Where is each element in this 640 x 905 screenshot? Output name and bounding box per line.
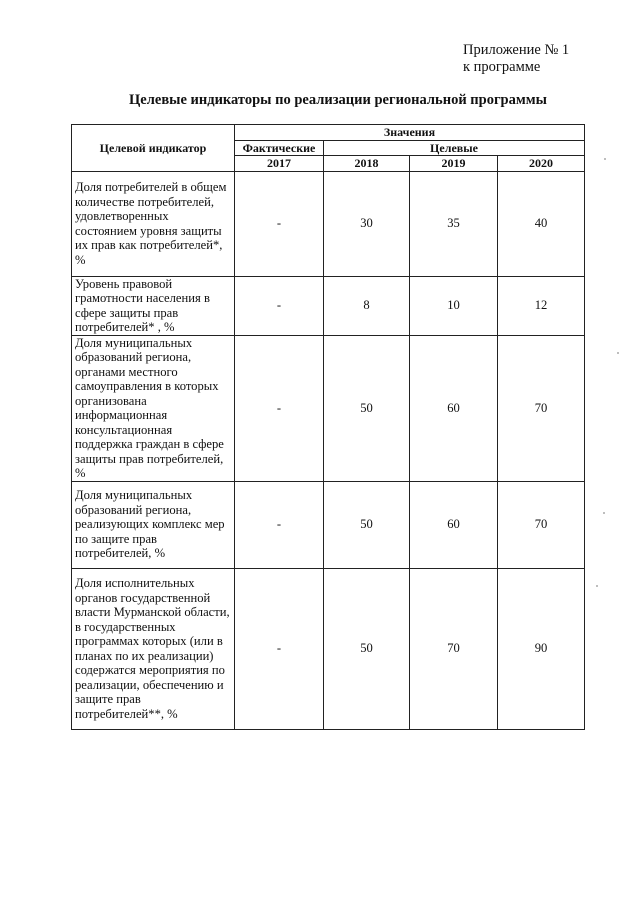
indicators-table xyxy=(71,124,585,730)
appendix-line-1: Приложение № 1 xyxy=(463,42,570,58)
indicator-name: Доля муниципальных образований региона, реализующих комплекс мер по защите прав потребителей, % xyxy=(72,481,235,568)
appendix-line-2: к программе xyxy=(463,59,541,75)
value-2020: 70 xyxy=(498,335,585,481)
indicator-column-header: Целевой индикатор xyxy=(72,125,235,172)
value-2019: 70 xyxy=(410,568,498,729)
value-2020: 90 xyxy=(498,568,585,729)
header-row-1 xyxy=(72,125,585,141)
table-row xyxy=(72,276,585,335)
value-2017: - xyxy=(235,481,324,568)
value-2017: - xyxy=(235,335,324,481)
values-header: Значения xyxy=(235,125,585,141)
indicator-name: Доля исполнительных органов государственной власти Мурманской области, в государственных программах которых (или в планах по их реализации) содержатся мероприятия по реализации, обеспечению и защите прав потребителей**, % xyxy=(72,568,235,729)
table-row xyxy=(72,171,585,276)
value-2019: 60 xyxy=(410,481,498,568)
indicator-name: Доля муниципальных образований региона, органами местного самоуправления в которых организована информационная консультационная поддержка граждан в сфере защиты прав потребителей, % xyxy=(72,335,235,481)
value-2018: 8 xyxy=(324,276,410,335)
target-header: Целевые xyxy=(324,140,585,156)
year-2019-header: 2019 xyxy=(410,156,498,172)
value-2019: 35 xyxy=(410,171,498,276)
value-2017: - xyxy=(235,171,324,276)
year-2017-header: 2017 xyxy=(235,156,324,172)
table-row xyxy=(72,481,585,568)
table-row xyxy=(72,568,585,729)
scan-speck xyxy=(596,585,598,587)
value-2017: - xyxy=(235,568,324,729)
value-2018: 50 xyxy=(324,335,410,481)
appendix-note xyxy=(463,42,569,76)
actual-header: Фактические xyxy=(235,140,324,156)
value-2018: 50 xyxy=(324,481,410,568)
value-2019: 60 xyxy=(410,335,498,481)
value-2017: - xyxy=(235,276,324,335)
year-2020-header: 2020 xyxy=(498,156,585,172)
table-row xyxy=(72,335,585,481)
value-2020: 70 xyxy=(498,481,585,568)
scan-speck xyxy=(604,158,606,160)
document-title: Целевые индикаторы по реализации региональной программы xyxy=(129,92,547,108)
value-2020: 40 xyxy=(498,171,585,276)
value-2018: 30 xyxy=(324,171,410,276)
scan-speck xyxy=(617,352,619,354)
value-2018: 50 xyxy=(324,568,410,729)
scan-speck xyxy=(603,512,605,514)
indicator-name: Доля потребителей в общем количестве потребителей, удовлетворенных состоянием уровня защиты их прав как потребителей*, % xyxy=(72,171,235,276)
value-2019: 10 xyxy=(410,276,498,335)
indicator-name: Уровень правовой грамотности населения в сфере защиты прав потребителей* , % xyxy=(72,276,235,335)
year-2018-header: 2018 xyxy=(324,156,410,172)
value-2020: 12 xyxy=(498,276,585,335)
